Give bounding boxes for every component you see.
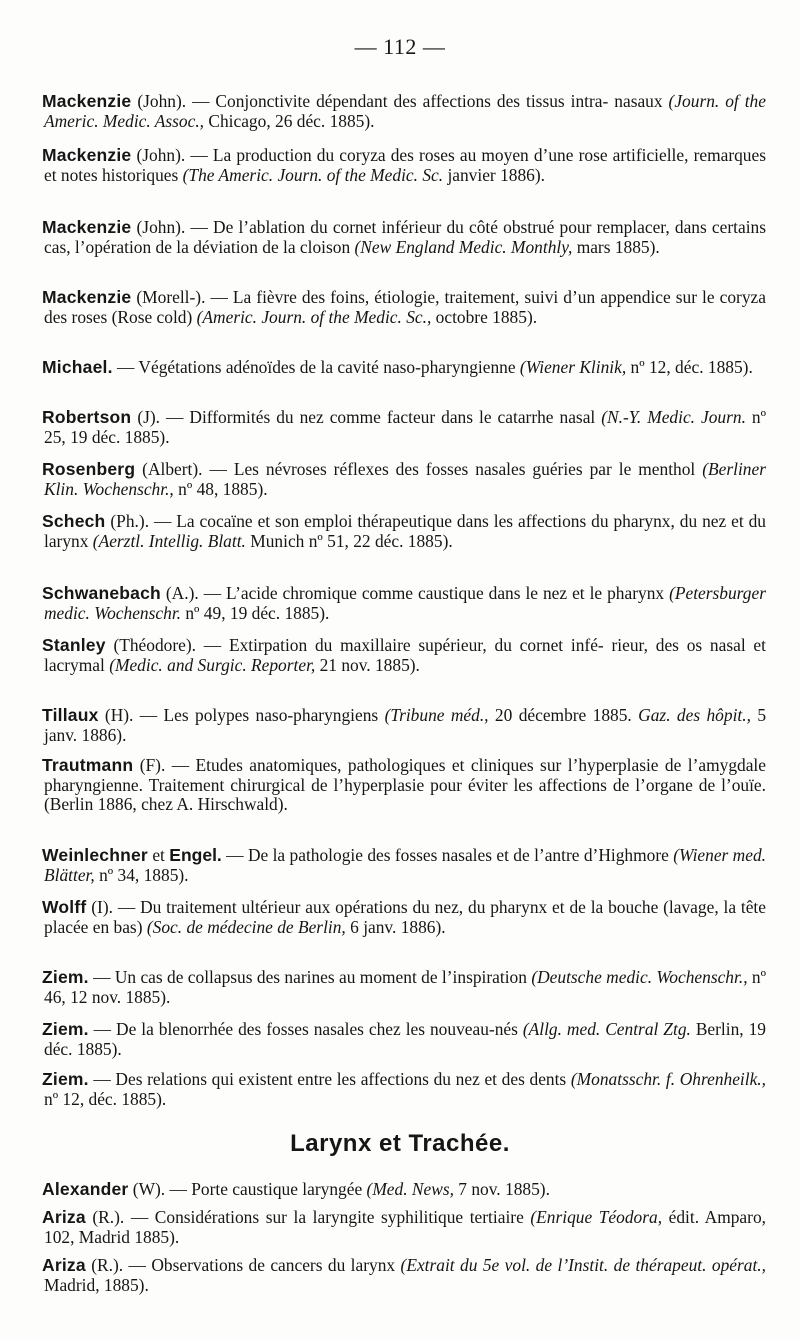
- entry-rest: mars 1885).: [572, 236, 660, 257]
- entry-journal: (Tribune méd.,: [384, 705, 489, 725]
- entry-author: Ariza: [42, 1207, 86, 1227]
- entry-text: — La production du coryza des roses au moyen d’une: [185, 145, 574, 165]
- bibliography-entry: [42, 1208, 766, 1247]
- entry-author-name: (Albert).: [142, 459, 203, 479]
- entry-text: — La fièvre des foins, étiologie, traitement, suivi d’un: [205, 287, 596, 307]
- entry-text: — Les polypes naso-pharyngiens: [133, 705, 385, 725]
- entry-text-cont: rieur, des os nasal et lacrymal: [44, 635, 766, 675]
- entry-author: Tillaux: [42, 705, 99, 725]
- entry-author: Michael.: [42, 357, 113, 377]
- entry-text: — Des relations qui existent entre les affections du nez et des dents: [88, 1069, 567, 1089]
- entry-author-name: (H).: [104, 705, 134, 725]
- entry-author-name: (I).: [91, 897, 113, 917]
- entry-author: Robertson: [42, 407, 132, 427]
- bibliography-entry: [42, 968, 766, 1007]
- entry-text-cont: le pharynx: [589, 583, 670, 603]
- entry-author-name: (R.).: [92, 1207, 125, 1227]
- entry-author-name: (John).: [137, 91, 187, 111]
- entry-rest: Madrid, 1885).: [44, 1274, 149, 1295]
- bibliography-entry: [42, 846, 766, 885]
- entry-author-name: (A.).: [165, 583, 199, 603]
- section-title: Larynx et Trachée.: [290, 1130, 510, 1157]
- entry-text: — Porte caustique laryngée: [165, 1179, 367, 1199]
- entry-rest: nº 49, 19 déc. 1885).: [181, 602, 330, 623]
- entry-author: Wolff: [42, 897, 87, 917]
- entry-author: Trautmann: [42, 755, 134, 775]
- entry-author-name: (Théodore).: [113, 635, 197, 655]
- entry-text-cont: du pharynx, du nez et du larynx: [44, 511, 766, 551]
- entry-author: Mackenzie: [42, 217, 132, 237]
- entry-author: Mackenzie: [42, 145, 132, 165]
- entry-author: Schwanebach: [42, 583, 161, 603]
- entry-author-name: (W).: [132, 1179, 166, 1199]
- entry-text: — De la blenorrhée des fosses nasales chez les nouveau-nés: [88, 1019, 523, 1039]
- bibliography-entry: [42, 1180, 766, 1200]
- entry-rest: 21 nov. 1885).: [315, 654, 420, 675]
- entry-text-cont: nasaux: [614, 91, 669, 111]
- entry-author-name: (John).: [136, 217, 186, 237]
- entry-author: Mackenzie: [42, 287, 132, 307]
- entry-journal: (Journ. of the Americ. Medic. Assoc.,: [44, 91, 766, 131]
- entry-text: — Un cas de collapsus des narines au moment de l’inspiration: [88, 967, 527, 987]
- entry-text-cont: l’hyperplasie de l’amygdale pharyngienne. Traitement chirurgical de l’hyperplasie pour éviter les affections de l’organe de l’ouïe. (Berlin 1886, chez A. Hirschwald).: [44, 755, 766, 814]
- entry-author-name: (Morell-).: [136, 287, 206, 307]
- entry-journal: (Wiener Klinik,: [519, 357, 627, 377]
- bibliography-entry: [42, 288, 766, 327]
- entry-text-cont: remplacer, dans certains cas, l’opération de la déviation de la cloison: [44, 217, 767, 257]
- entry-journal: (Deutsche medic. Wochenschr.,: [531, 967, 748, 987]
- bibliography-entry: [42, 584, 766, 623]
- entry-author: Weinlechner: [42, 845, 148, 865]
- entry-text: — Extirpation du maxillaire supérieur, du cornet infé-: [196, 635, 604, 655]
- bibliography-entry: [42, 146, 766, 185]
- entry-rest: Berlin, 19 déc. 1885).: [44, 1019, 766, 1059]
- entry-rest: octobre 1885).: [431, 306, 538, 327]
- entry-rest: Chicago, 26 déc. 1885).: [204, 110, 375, 131]
- entry-journal: (Americ. Journ. of the Medic. Sc.,: [196, 306, 432, 327]
- entry-author-name: et: [152, 845, 165, 865]
- entry-author: Ziem.: [42, 1019, 89, 1039]
- entry-author: Stanley: [42, 635, 106, 655]
- bibliography-entry: [42, 1070, 766, 1109]
- entry-journal: (The Americ. Journ. of the Medic. Sc.: [182, 164, 444, 185]
- entry-text: — Végétations adénoïdes de la cavité naso-pharyngienne: [112, 357, 520, 377]
- page-number: — 112 —: [354, 34, 446, 59]
- entry-author: Rosenberg: [42, 459, 136, 479]
- entry-text: — Difformités du nez comme facteur dans le catarrhe nasal: [160, 407, 596, 427]
- entry-rest: nº 25, 19 déc. 1885).: [44, 407, 766, 447]
- entry-author: Ziem.: [42, 967, 89, 987]
- bibliography-entry: [42, 92, 766, 131]
- entry-journal: (Petersburger medic. Wochenschr.: [44, 583, 766, 623]
- entry-rest: 7 nov. 1885).: [453, 1179, 550, 1199]
- bibliography-entry: [42, 636, 766, 675]
- bibliography-entry: [42, 1020, 766, 1059]
- entry-rest: nº 48, 1885).: [173, 478, 268, 499]
- entry-text: — Les névroses réflexes des fosses nasales guéries par: [202, 459, 612, 479]
- entry-author: Ziem.: [42, 1069, 89, 1089]
- entry-text-cont: d’Highmore: [583, 845, 674, 865]
- entry-author: Ariza: [42, 1255, 86, 1275]
- entry-text: — Observations de cancers du larynx: [123, 1255, 401, 1275]
- entry-rest: nº 12, déc. 1885).: [44, 1088, 167, 1109]
- bibliography-entry: [42, 460, 766, 499]
- entry-text: — L’acide chromique comme caustique dans le nez et: [198, 583, 585, 603]
- entry-journal: (Wiener med. Blätter,: [44, 845, 766, 885]
- entry-rest: nº 46, 12 nov. 1885).: [44, 967, 766, 1007]
- entry-rest: nº 34, 1885).: [94, 864, 189, 885]
- entry-author-name: (John).: [136, 145, 186, 165]
- entry-text: — Conjonctivite dépendant des affections des tissus intra-: [186, 91, 609, 111]
- bibliography-entry: [42, 408, 766, 447]
- bibliography-entry: [42, 512, 766, 551]
- entry-rest: nº 12, déc. 1885).: [626, 357, 753, 377]
- entry-journal: (New England Medic. Monthly,: [354, 236, 573, 257]
- entry-text: — De l’ablation du cornet inférieur du côté obstrué pour: [185, 217, 592, 237]
- entry-journal: (Allg. med. Central Ztg.: [522, 1019, 691, 1039]
- bibliography-entry: [42, 1256, 766, 1295]
- entry-text-cont: rose artificielle, remarques et notes historiques: [44, 145, 766, 185]
- bibliography-entry: [42, 358, 766, 378]
- entry-author-name: (F).: [139, 755, 166, 775]
- entry-text: — La cocaïne et son emploi thérapeutique dans les affections: [149, 511, 587, 531]
- entry-text-cont: de la bouche (lavage, la tête placée en bas): [44, 897, 766, 937]
- entry-rest: Munich nº 51, 22 déc. 1885).: [245, 530, 453, 551]
- entry-text-cont: le menthol: [618, 459, 703, 479]
- entry-journal: (Aerztl. Intellig. Blatt.: [92, 530, 246, 551]
- entry-author-name: (J).: [137, 407, 161, 427]
- entry-author: Alexander: [42, 1179, 129, 1199]
- bibliography-entry: [42, 706, 766, 745]
- entry-rest: édit. Amparo, 102, Madrid 1885).: [44, 1207, 766, 1247]
- entry-rest: janvier 1886).: [443, 164, 545, 185]
- entry-text: — Du traitement ultérieur aux opérations du nez, du pharynx et: [113, 897, 565, 917]
- entry-journal: (Soc. de médecine de Berlin,: [146, 916, 346, 937]
- entry-text: — Considérations sur la laryngite syphilitique tertiaire: [124, 1207, 531, 1227]
- entry-journal: (Med. News,: [366, 1179, 454, 1199]
- entry-rest: 20 décembre 1885.: [488, 705, 639, 725]
- entry-text: — De la pathologie des fosses nasales et de l’antre: [221, 845, 580, 865]
- entry-rest: 6 janv. 1886).: [345, 916, 446, 937]
- entry-journal-2: Gaz. des hôpit.,: [638, 705, 751, 725]
- entry-author-name: (Ph.).: [110, 511, 150, 531]
- entry-author-name: (R.).: [91, 1255, 124, 1275]
- entry-author: Mackenzie: [42, 91, 132, 111]
- entry-author: Schech: [42, 511, 106, 531]
- entry-journal: (Extrait du 5e vol. de l’Instit. de thérapeut. opérat.,: [400, 1255, 766, 1275]
- entry-journal: (Enrique Téodora,: [530, 1207, 663, 1227]
- entry-journal: (N.-Y. Medic. Journ.: [601, 407, 746, 427]
- bibliography-entry: [42, 756, 766, 815]
- bibliography-entry: [42, 218, 766, 257]
- entry-journal: (Monatsschr. f. Ohrenheilk.,: [570, 1069, 767, 1089]
- entry-text: — Etudes anatomiques, pathologiques et cliniques sur: [165, 755, 562, 775]
- entry-text-cont: appendice sur le coryza des roses (Rose cold): [44, 287, 766, 327]
- entry-journal: (Berliner Klin. Wochenschr.,: [44, 459, 766, 499]
- bibliography-entry: [42, 898, 766, 937]
- entry-author-2: Engel.: [169, 845, 222, 865]
- entry-journal: (Medic. and Surgic. Reporter,: [109, 654, 316, 675]
- entry-rest-2: 5 janv. 1886).: [44, 705, 767, 745]
